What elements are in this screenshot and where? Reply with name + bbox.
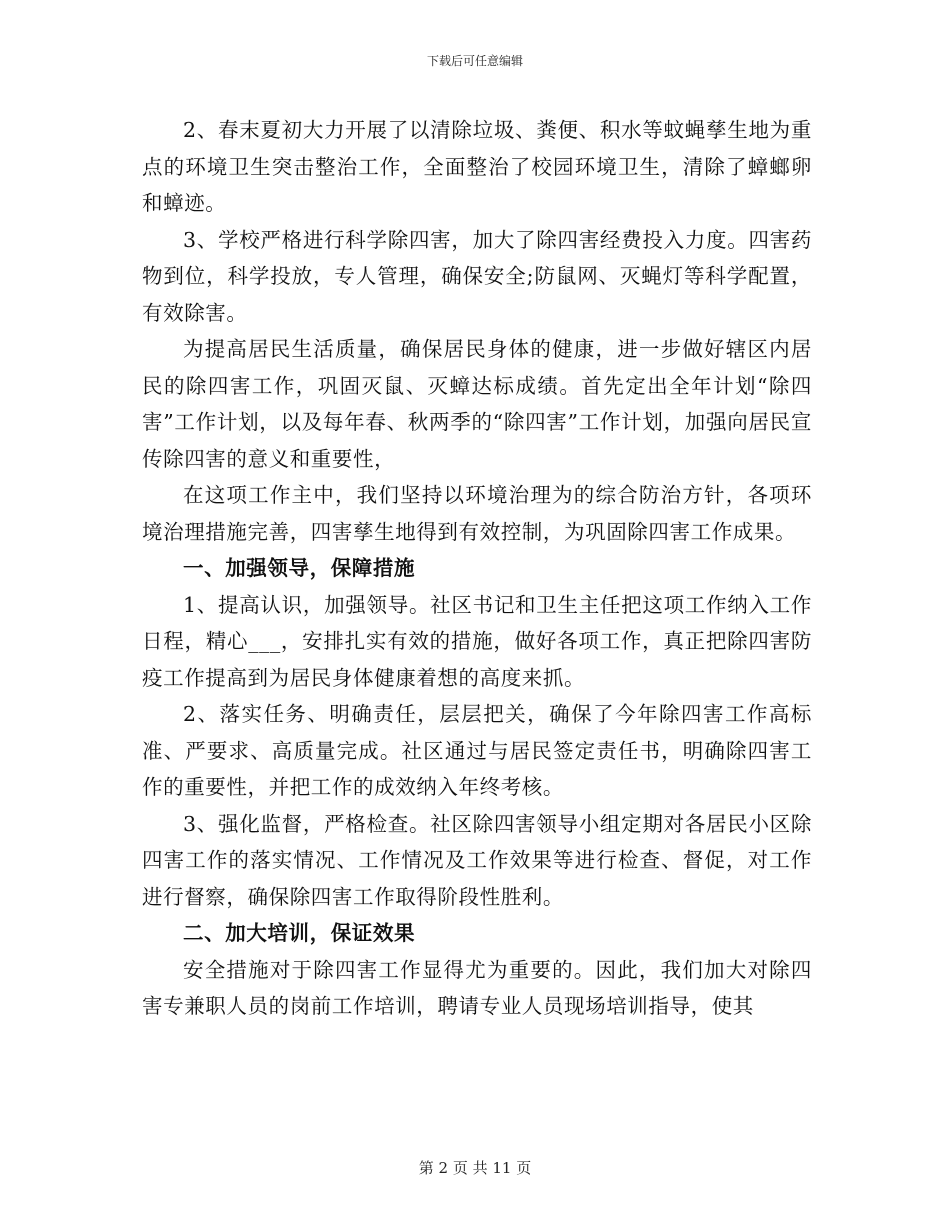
paragraph-5: 1、提高认识，加强领导。社区书记和卫生主任把这项工作纳入工作日程，精心___，安排扎实有效的措施，做好各项工作，真正把除四害防疫工作提高到为居民身体健康着想的高度来抓。 xyxy=(142,592,812,690)
page-header: 下载后可任意编辑 xyxy=(426,54,523,68)
paragraph-1: 2、春末夏初大力开展了以清除垃圾、粪便、积水等蚊蝇孳生地为重点的环境卫生突击整治工作，全面整治了校园环境卫生，清除了蟑螂卵和蟑迹。 xyxy=(142,118,812,215)
section-heading-2: 二、加大培训，保证效果 xyxy=(183,921,416,945)
paragraph-3: 为提高居民生活质量，确保居民身体的健康，进一步做好辖区内居民的除四害工作，巩固灭鼠、灭蟑达标成绩。首先定出全年计划“除四害”工作计划，以及每年春、秋两季的“除四害”工作计划，加强向居民宣传除四害的意义和重要性， xyxy=(142,337,812,471)
paragraph-7: 3、强化监督，严格检查。社区除四害领导小组定期对各居民小区除四害工作的落实情况、工作情况及工作效果等进行检查、督促，对工作进行督察，确保除四害工作取得阶段性胜利。 xyxy=(142,811,812,909)
paragraph-8: 安全措施对于除四害工作显得尤为重要的。因此，我们加大对除四害专兼职人员的岗前工作培训，聘请专业人员现场培训指导，使其 xyxy=(142,957,812,1018)
section-heading-1: 一、加强领导，保障措施 xyxy=(183,556,416,580)
paragraph-6: 2、落实任务、明确责任，层层把关，确保了今年除四害工作高标准、严要求、高质量完成。社区通过与居民签定责任书，明确除四害工作的重要性，并把工作的成效纳入年终考核。 xyxy=(142,702,812,799)
document-body xyxy=(142,112,812,1025)
paragraph-4: 在这项工作主中，我们坚持以环境治理为的综合防治方针，各项环境治理措施完善，四害孳生地得到有效控制，为巩固除四害工作成果。 xyxy=(142,483,812,544)
paragraph-2: 3、学校严格进行科学除四害，加大了除四害经费投入力度。四害药物到位，科学投放，专人管理，确保安全;防鼠网、灭蝇灯等科学配置，有效除害。 xyxy=(142,227,812,325)
page-number: 第 2 页 共 11 页 xyxy=(418,1159,532,1177)
